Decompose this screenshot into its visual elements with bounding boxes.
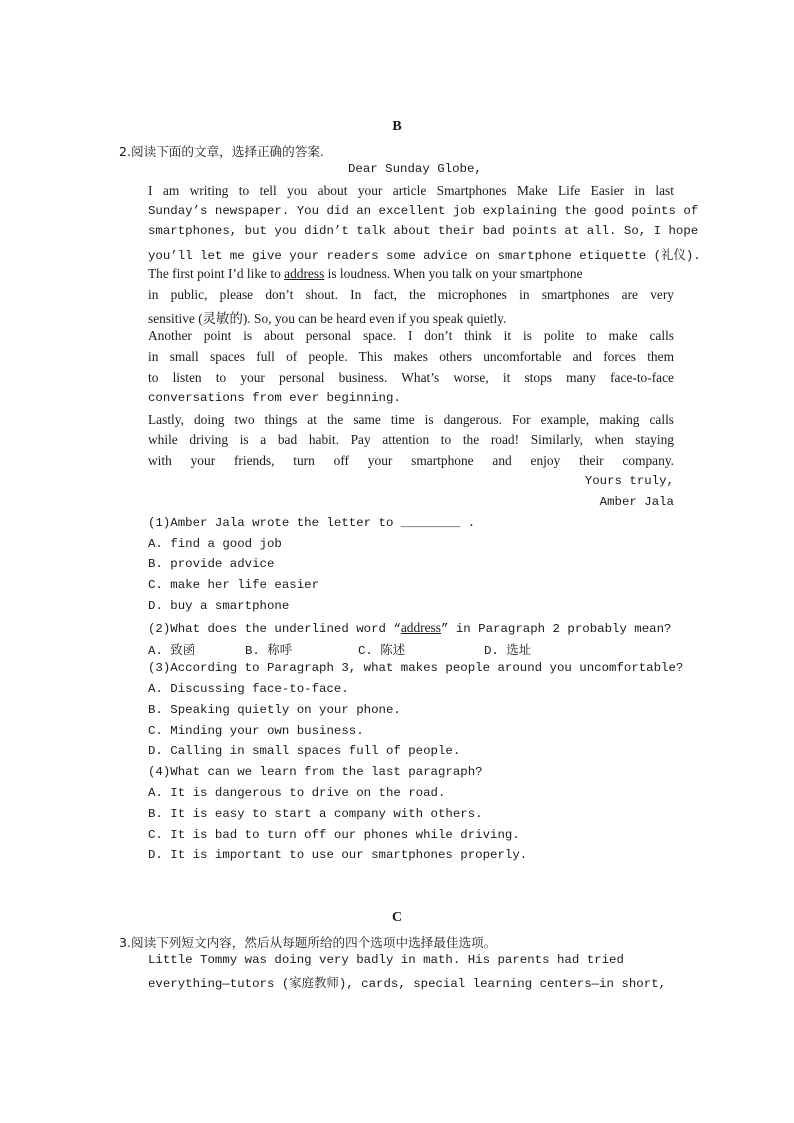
letter-closing: Yours truly,	[584, 474, 674, 488]
option-d: D. 选址	[484, 644, 532, 658]
option-a: A. It is dangerous to drive on the road.	[148, 786, 446, 800]
letter-line: sensitive (灵敏的). So, you can be heard even if you speak quietly.	[148, 311, 507, 326]
text-span: The first point I’d like to	[148, 266, 285, 281]
option-a: A. find a good job	[148, 537, 282, 551]
text-span: (2)What does the underlined word “	[148, 622, 401, 636]
letter-line: in small spaces full of people. This makes others uncomfortable and forces them	[148, 349, 674, 364]
option-c: C. 陈述	[358, 644, 406, 658]
option-d: D. buy a smartphone	[148, 599, 290, 613]
question-stem: (4)What can we learn from the last paragraph?	[148, 765, 483, 779]
letter-salutation: Dear Sunday Globe,	[348, 162, 482, 176]
underlined-word-address: address	[400, 620, 441, 635]
letter-line: Another point is about personal space. I don’t think it is polite to make calls	[148, 328, 674, 343]
option-d: D. Calling in small spaces full of people.	[148, 744, 461, 758]
letter-line: in public, please don’t shout. In fact, the microphones in smartphones are very	[148, 287, 674, 302]
letter-line: you’ll let me give your readers some advice on smartphone etiquette (礼仪).	[148, 249, 701, 263]
letter-line: smartphones, but you didn’t talk about their bad points at all. So, I hope	[148, 224, 699, 238]
option-d: D. It is important to use our smartphones properly.	[148, 848, 528, 862]
letter-line	[148, 266, 674, 282]
section-c-heading: C	[391, 910, 403, 925]
option-c: C. Minding your own business.	[148, 724, 364, 738]
passage-line: Little Tommy was doing very badly in math. His parents had tried	[148, 953, 624, 967]
text-span: ” in Paragraph 2 probably mean?	[440, 622, 672, 636]
option-b: B. Speaking quietly on your phone.	[148, 703, 401, 717]
section-b-heading: B	[392, 119, 402, 134]
question-stem: (3)According to Paragraph 3, what makes people around you uncomfortable?	[148, 661, 684, 675]
section-c-instruction: 3.阅读下列短文内容，然后从每题所给的四个选项中选择最佳选项。	[119, 935, 497, 950]
underlined-word-address: address	[284, 266, 325, 281]
letter-line: with your friends, turn off your smartphone and enjoy their company.	[148, 453, 674, 468]
question-stem	[148, 620, 672, 636]
text-span: is loudness. When you talk on your smartphone	[324, 266, 583, 281]
letter-line: to listen to your personal business. What’s worse, it stops many face-to-face	[148, 370, 674, 385]
letter-line: Lastly, doing two things at the same time is dangerous. For example, making calls	[148, 412, 674, 427]
letter-line: conversations from ever beginning.	[148, 391, 401, 405]
letter-line: I am writing to tell you about your article Smartphones Make Life Easier in last	[148, 183, 674, 198]
option-b: B. It is easy to start a company with others.	[148, 807, 483, 821]
option-c: C. make her life easier	[148, 578, 320, 592]
option-a: A. 致函	[148, 644, 196, 658]
option-b: B. 称呼	[245, 644, 293, 658]
question-stem: (1)Amber Jala wrote the letter to ________ .	[148, 516, 476, 530]
option-a: A. Discussing face-to-face.	[148, 682, 349, 696]
passage-line: everything—tutors (家庭教师), cards, special learning centers—in short,	[148, 977, 667, 991]
section-b-instruction: 2.阅读下面的文章，选择正确的答案.	[119, 144, 324, 159]
option-c: C. It is bad to turn off our phones while driving.	[148, 828, 520, 842]
letter-line: while driving is a bad habit. Pay attention to the road! Similarly, when staying	[148, 432, 674, 447]
option-b: B. provide advice	[148, 557, 275, 571]
letter-signature: Amber Jala	[599, 495, 674, 509]
letter-line: Sunday’s newspaper. You did an excellent job explaining the good points of	[148, 204, 699, 218]
